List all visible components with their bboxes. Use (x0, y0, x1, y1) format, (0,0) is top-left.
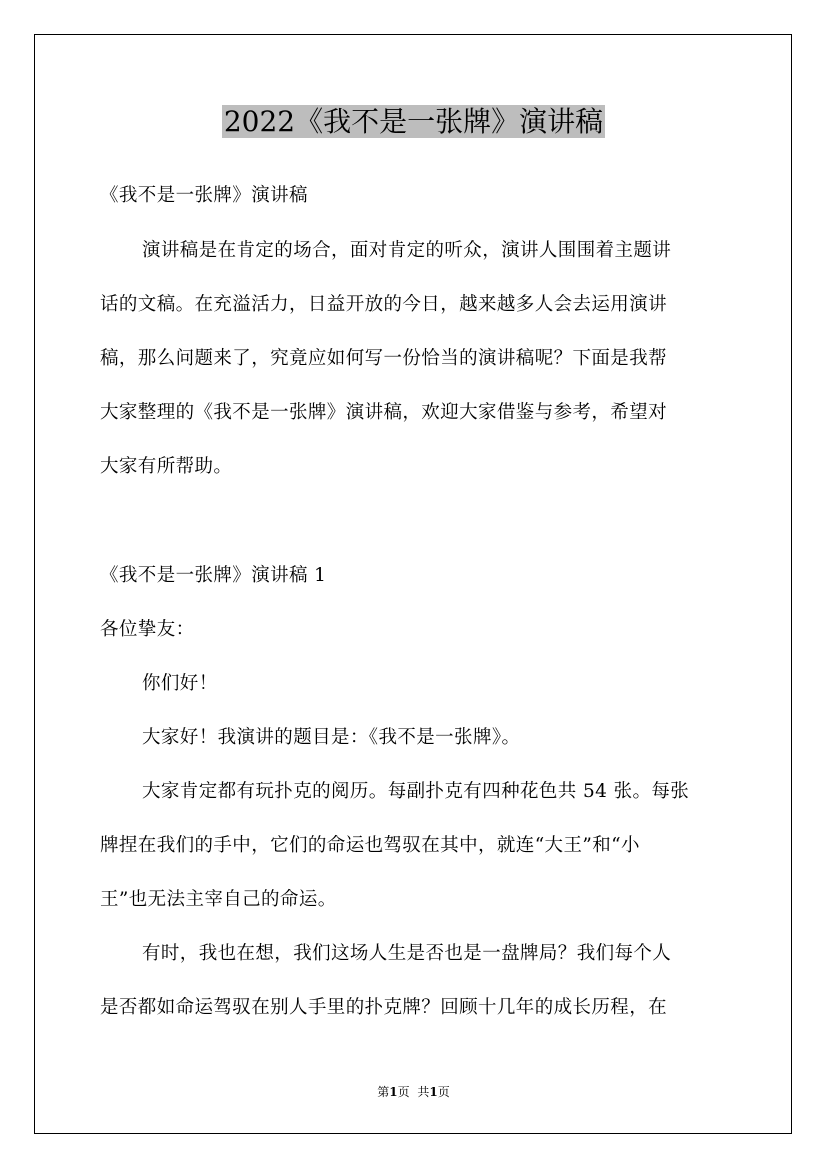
paragraph-line: 大家好！我演讲的题目是：《我不是一张牌》。 (142, 727, 521, 748)
footer-page-suffix: 页 (397, 1085, 410, 1099)
paragraph-line: 话的文稿。在充溢活力，日益开放的今日，越来越多人会去运用演讲 (100, 294, 668, 315)
footer-page-number: 1 (389, 1085, 398, 1099)
paragraph-line: 是否都如命运驾驭在别人手里的扑克牌？回顾十几年的成长历程，在 (100, 997, 668, 1018)
paragraph-line: 你们好！ (142, 673, 218, 694)
paragraph-line: 稿，那么问题来了，究竟应如何写一份恰当的演讲稿呢？下面是我帮 (100, 348, 668, 369)
footer-total-prefix: 共 (417, 1085, 430, 1099)
paragraph-line: 有时，我也在想，我们这场人生是否也是一盘牌局？我们每个人 (142, 943, 672, 964)
footer-total-number: 1 (429, 1085, 438, 1099)
paragraph-line: 牌捏在我们的手中，它们的命运也驾驭在其中，就连“大王”和“小 (100, 835, 640, 856)
paragraph-line: 王”也无法主宰自己的命运。 (100, 889, 337, 910)
subtitle-line: 《我不是一张牌》演讲稿 (100, 185, 308, 206)
footer-total-suffix: 页 (437, 1085, 450, 1099)
page-footer (0, 1083, 827, 1100)
section-heading: 《我不是一张牌》演讲稿 1 (100, 565, 327, 586)
paragraph-line: 演讲稿是在肯定的场合，面对肯定的听众，演讲人围围着主题讲 (142, 240, 672, 261)
greeting-line: 各位挚友： (100, 619, 195, 640)
paragraph-line: 大家肯定都有玩扑克的阅历。每副扑克有四种花色共 54 张。每张 (142, 781, 690, 802)
footer-page-prefix: 第 (377, 1085, 390, 1099)
document-title: 2022《我不是一张牌》演讲稿 (223, 105, 604, 138)
paragraph-line: 大家有所帮助。 (100, 456, 233, 477)
paragraph-line: 大家整理的《我不是一张牌》演讲稿，欢迎大家借鉴与参考，希望对 (100, 402, 668, 423)
document-title-wrap (0, 103, 827, 141)
